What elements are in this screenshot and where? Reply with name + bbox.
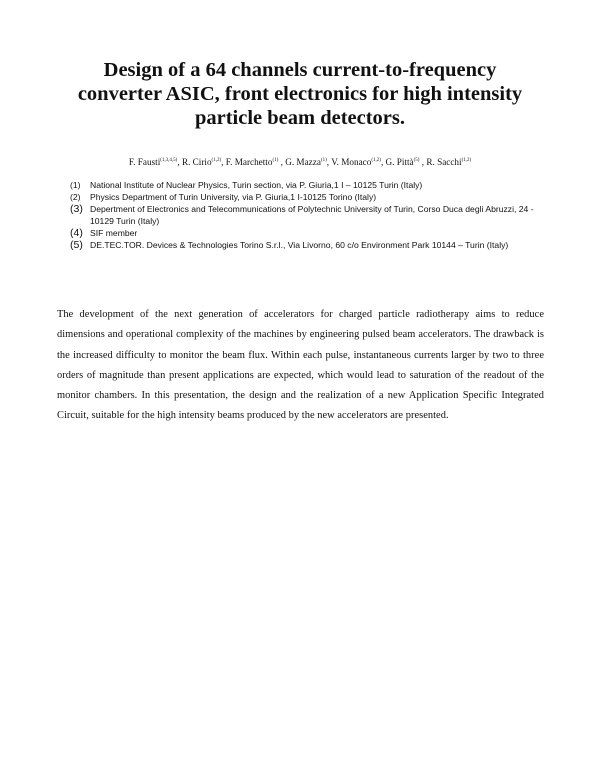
affiliation-number: (3) — [70, 203, 83, 216]
author — [129, 157, 182, 167]
author-affiliation-ref: (5) — [413, 158, 420, 163]
author-affiliation-ref: (1,3,4,5) — [160, 158, 178, 163]
author-separator: , — [380, 157, 386, 167]
affiliation-list — [70, 180, 550, 252]
affiliation-number: (4) — [70, 226, 83, 239]
affiliation-number: (2) — [70, 192, 81, 203]
author-name: R. Cirio — [181, 157, 212, 167]
affiliation-number: (1) — [70, 180, 81, 190]
affiliation-item — [70, 204, 550, 226]
author-separator: , — [419, 157, 427, 167]
affiliation-item — [70, 228, 550, 239]
affiliation-text: SIF member — [90, 227, 138, 238]
affiliation-item — [70, 192, 550, 203]
title-line-3: particle beam detectors. — [194, 107, 406, 129]
author — [331, 157, 385, 167]
author-separator: , — [278, 157, 286, 167]
author — [182, 157, 226, 167]
author-affiliation-ref: (1) — [320, 158, 327, 163]
author-name: F. Fausti — [128, 157, 161, 167]
affiliation-text: DE.TEC.TOR. Devices & Technologies Torino S.r.l., Via Livorno, 60 c/o Environment Park 10144 – Turin (Italy) — [90, 240, 509, 251]
paper-title — [60, 58, 540, 130]
abstract-text: The development of the next generation of accelerators for charged particle radiotherapy aims to reduce dimensions and operational complexity of the machines by engineering pulsed beam accelerators. The drawback is the increased difficulty to monitor the beam flux. Within each pulse, instantaneous currents larger by two to three orders of magnitude than present applications are expected, which would lead to saturation of the readout of the monitor chambers. In this presentation, the design and the realization of a new Application Specific Integrated Circuit, suitable for the high intensity beams produced by the new accelerators are presented. — [57, 309, 544, 422]
affiliation-text: National Institute of Nuclear Physics, Turin section, via P. Giuria,1 I – 10125 Turin (Italy) — [90, 180, 423, 190]
affiliation-text: Physics Department of Turin University, via P. Giuria,1 I-10125 Torino (Italy) — [90, 192, 377, 203]
author-affiliation-ref: (1) — [272, 158, 279, 163]
author-name: F. Marchetto — [225, 157, 273, 167]
title-line-1: Design of a 64 channels current-to-frequency — [103, 59, 497, 81]
author — [426, 157, 471, 167]
affiliation-item — [70, 240, 550, 251]
affiliation-number: (5) — [70, 239, 83, 252]
author — [226, 157, 285, 167]
author-affiliation-ref: (1,2) — [211, 158, 222, 163]
author — [386, 157, 427, 167]
author-affiliation-ref: (1,2) — [461, 158, 472, 163]
author-separator: , — [221, 157, 226, 167]
author-name: V. Monaco — [331, 157, 372, 167]
author-list — [40, 157, 560, 167]
author-separator: , — [177, 157, 182, 167]
author-name: G. Pittà — [385, 157, 414, 167]
author-name: R. Sacchi — [426, 157, 462, 167]
author-affiliation-ref: (1,2) — [371, 158, 381, 163]
title-line-2: converter ASIC, front electronics for high intensity — [77, 83, 523, 105]
affiliation-item — [70, 180, 550, 191]
affiliation-text: Depertment of Electronics and Telecommunications of Polytechnic University of Turin, Corso Duca degli Abruzzi, 24 - 10129 Turin (Italy) — [90, 204, 534, 226]
author-name: G. Mazza — [285, 157, 321, 167]
author — [285, 157, 331, 167]
author-separator: , — [326, 157, 332, 167]
